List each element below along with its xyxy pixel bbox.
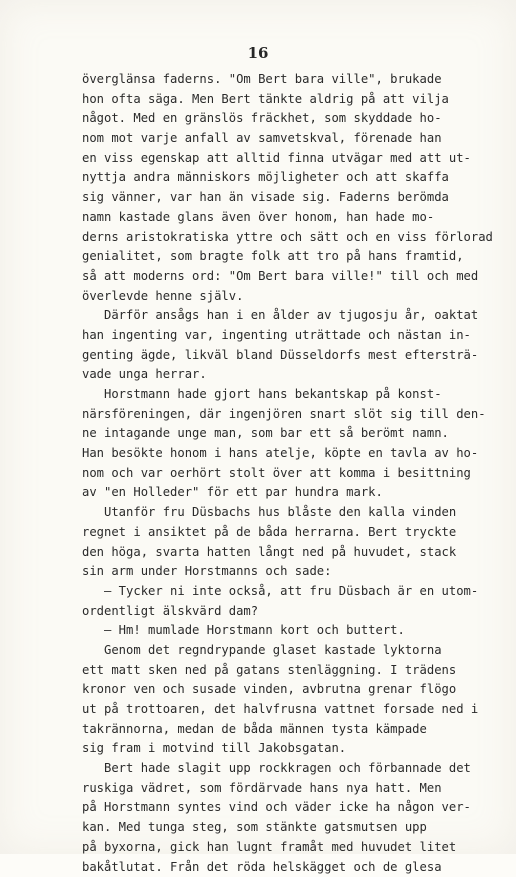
text-line: något. Med en gränslös fräckhet, som skyddade ho- [82,109,496,129]
text-line: överlevde henne själv. [82,287,496,307]
text-line: nyttja andra människors möjligheter och att skaffa [82,168,496,188]
text-line: namn kastade glans även över honom, han hade mo- [82,208,496,228]
text-line: — Tycker ni inte också, att fru Düsbach är en utom- [82,582,496,602]
text-line: ne intagande unge man, som bar ett så berömt namn. [82,424,496,444]
text-line: Horstmann hade gjort hans bekantskap på konst- [82,385,496,405]
text-line: bakåtlutat. Från det röda helskägget och de glesa [82,858,496,877]
text-line: genting ägde, likväl bland Düsseldorfs mest eftersträ- [82,346,496,366]
text-line: överglänsa faderns. "Om Bert bara ville", brukade [82,70,496,90]
text-line: på byxorna, gick han lugnt framåt med huvudet litet [82,838,496,858]
text-line: kronor ven och susade vinden, avbrutna grenar flögo [82,680,496,700]
text-line: sig fram i motvind till Jakobsgatan. [82,739,496,759]
text-line: ordentligt älskvärd dam? [82,602,496,622]
text-line: hon ofta säga. Men Bert tänkte aldrig på att vilja [82,90,496,110]
text-line: takrännorna, medan de båda männen tysta kämpade [82,720,496,740]
text-line: genialitet, som bragte folk att tro på hans framtid, [82,247,496,267]
text-line: en viss egenskap att alltid finna utvägar med att ut- [82,149,496,169]
text-line: ett matt sken ned på gatans stenläggning. I trädens [82,661,496,681]
text-line: vade unga herrar. [82,365,496,385]
text-line: ut på trottoaren, det halvfrusna vattnet forsade ned i [82,700,496,720]
body-text [82,70,496,877]
text-line: — Hm! mumlade Horstmann kort och buttert. [82,621,496,641]
text-line: nom mot varje anfall av samvetskval, förenade han [82,129,496,149]
text-line: kan. Med tunga steg, som stänkte gatsmutsen upp [82,818,496,838]
text-line: av "en Holleder" för ett par hundra mark. [82,483,496,503]
text-line: han ingenting var, ingenting uträttade och nästan in- [82,326,496,346]
text-line: på Horstmann syntes vind och väder icke ha någon ver- [82,798,496,818]
text-line: Därför ansågs han i en ålder av tjugosju år, oaktat [82,306,496,326]
text-line: regnet i ansiktet på de båda herrarna. Bert tryckte [82,523,496,543]
text-line: nom och var oerhört stolt över att komma i besittning [82,464,496,484]
text-line: derns aristokratiska yttre och sätt och en viss förlorad [82,228,496,248]
page-number: 16 [0,44,516,62]
text-line: Han besökte honom i hans atelje, köpte en tavla av ho- [82,444,496,464]
text-line: den höga, svarta hatten långt ned på huvudet, stack [82,543,496,563]
text-line: sig vänner, var han än visade sig. Faderns berömda [82,188,496,208]
text-line: Bert hade slagit upp rockkragen och förbannade det [82,759,496,779]
text-line: närsföreningen, där ingenjören snart slöt sig till den- [82,405,496,425]
text-line: så att moderns ord: "Om Bert bara ville!" till och med [82,267,496,287]
text-line: Utanför fru Düsbachs hus blåste den kalla vinden [82,503,496,523]
text-line: sin arm under Horstmanns och sade: [82,562,496,582]
text-line: ruskiga vädret, som fördärvade hans nya hatt. Men [82,779,496,799]
text-line: Genom det regndrypande glaset kastade lyktorna [82,641,496,661]
